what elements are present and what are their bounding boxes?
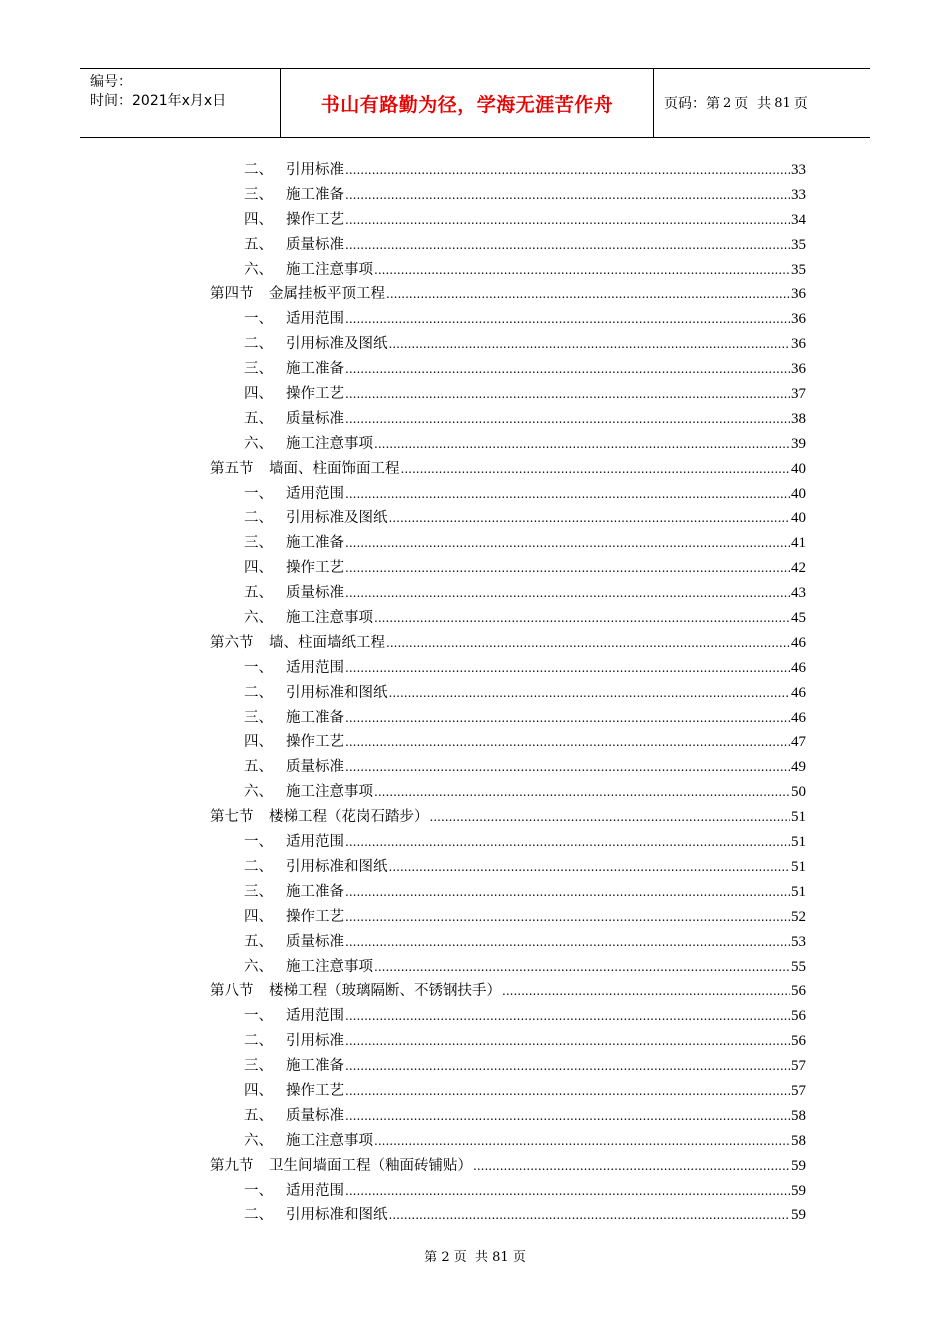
toc-entry-number: 三、 (244, 186, 273, 203)
toc-dot-leader (345, 934, 790, 950)
toc-entry-title: 操作工艺 (286, 211, 344, 228)
toc-dot-leader (374, 436, 790, 452)
toc-entry-page: 33 (791, 162, 806, 178)
page-mid: 页 共 (734, 96, 772, 112)
toc-entry-title: 墙、柱面墙纸工程 (269, 634, 385, 651)
toc-entry-number: 五、 (244, 585, 273, 602)
toc-entry-page: 34 (791, 211, 806, 228)
toc-section-entry[interactable] (210, 805, 806, 830)
toc-entry-title: 质量标准 (286, 1107, 344, 1124)
toc-section-entry[interactable] (210, 282, 806, 307)
toc-subsection-entry[interactable] (210, 955, 806, 980)
toc-entry-page: 51 (791, 834, 806, 851)
toc-entry-title: 质量标准 (286, 585, 344, 602)
toc-entry-number: 第五节 (210, 460, 254, 477)
toc-dot-leader (345, 486, 790, 502)
toc-dot-leader (502, 983, 790, 999)
toc-entry-title: 卫生间墙面工程（釉面砖铺贴） (269, 1157, 472, 1174)
toc-entry-title: 质量标准 (286, 933, 344, 950)
toc-subsection-entry[interactable] (210, 307, 806, 332)
page-number: 2 (723, 95, 732, 111)
toc-dot-leader (345, 212, 790, 228)
toc-entry-page: 40 (791, 460, 806, 477)
page-prefix: 页码：第 (664, 96, 720, 112)
toc-entry-title: 施工准备 (286, 535, 344, 552)
toc-entry-number: 五、 (244, 236, 273, 253)
toc-entry-number: 六、 (244, 261, 273, 278)
toc-entry-page: 50 (791, 784, 806, 801)
toc-entry-number: 二、 (244, 684, 273, 701)
toc-subsection-entry[interactable] (210, 730, 806, 755)
toc-dot-leader (345, 585, 790, 601)
toc-subsection-entry[interactable] (210, 382, 806, 407)
toc-entry-number: 二、 (244, 1033, 273, 1050)
table-of-contents (210, 158, 806, 1228)
toc-entry-title: 施工准备 (286, 1058, 344, 1075)
toc-entry-title: 引用标准 (286, 1033, 344, 1050)
toc-entry-page: 51 (791, 858, 806, 875)
toc-dot-leader (345, 884, 790, 900)
toc-dot-leader (345, 734, 790, 750)
toc-dot-leader (345, 411, 790, 427)
toc-entry-title: 施工准备 (286, 186, 344, 203)
toc-entry-title: 引用标准和图纸 (286, 858, 388, 875)
toc-entry-page: 59 (791, 1182, 806, 1199)
toc-dot-leader (389, 510, 791, 526)
toc-subsection-entry[interactable] (210, 755, 806, 780)
toc-dot-leader (386, 286, 790, 302)
toc-entry-page: 39 (791, 435, 806, 452)
toc-subsection-entry[interactable] (210, 930, 806, 955)
toc-entry-page: 56 (791, 1008, 806, 1025)
toc-entry-number: 第八节 (210, 983, 254, 1000)
toc-entry-title: 施工注意事项 (286, 610, 373, 627)
toc-entry-number: 六、 (244, 1132, 273, 1149)
toc-entry-title: 引用标准 (286, 162, 344, 178)
toc-entry-title: 操作工艺 (286, 908, 344, 925)
toc-dot-leader (389, 1207, 791, 1223)
toc-entry-number: 六、 (244, 610, 273, 627)
toc-entry-title: 引用标准及图纸 (286, 510, 388, 527)
footer-mid: 页 共 (453, 1250, 488, 1265)
toc-entry-number: 三、 (244, 1058, 273, 1075)
toc-entry-title: 施工注意事项 (286, 784, 373, 801)
toc-subsection-entry[interactable] (210, 905, 806, 930)
toc-entry-number: 四、 (244, 1082, 273, 1099)
toc-subsection-entry[interactable] (210, 1079, 806, 1104)
toc-subsection-entry[interactable] (210, 1004, 806, 1029)
toc-dot-leader (386, 635, 790, 651)
toc-entry-title: 适用范围 (286, 311, 344, 328)
toc-dot-leader (389, 336, 791, 352)
toc-entry-title: 施工准备 (286, 361, 344, 378)
toc-entry-title: 操作工艺 (286, 560, 344, 577)
page-total: 81 (774, 95, 791, 111)
toc-entry-title: 引用标准和图纸 (286, 684, 388, 701)
toc-entry-title: 适用范围 (286, 485, 344, 502)
toc-entry-page: 41 (791, 535, 806, 552)
toc-dot-leader (345, 187, 790, 203)
toc-dot-leader (374, 784, 790, 800)
toc-entry-page: 40 (791, 485, 806, 502)
toc-entry-title: 适用范围 (286, 1008, 344, 1025)
toc-subsection-entry[interactable] (210, 531, 806, 556)
toc-subsection-entry[interactable] (210, 880, 806, 905)
toc-entry-number: 四、 (244, 386, 273, 403)
toc-entry-page: 47 (791, 734, 806, 751)
toc-subsection-entry[interactable] (210, 855, 806, 880)
toc-dot-leader (345, 759, 790, 775)
toc-entry-page: 59 (791, 1207, 806, 1224)
footer-page-number: 2 (441, 1250, 450, 1265)
toc-entry-number: 二、 (244, 162, 273, 178)
toc-entry-page: 36 (791, 336, 806, 353)
toc-entry-page: 35 (791, 261, 806, 278)
toc-entry-page: 56 (791, 1033, 806, 1050)
toc-entry-number: 三、 (244, 709, 273, 726)
page-footer (0, 1246, 950, 1265)
toc-dot-leader (345, 560, 790, 576)
toc-entry-page: 46 (791, 709, 806, 726)
toc-entry-number: 二、 (244, 336, 273, 353)
toc-subsection-entry[interactable] (210, 1054, 806, 1079)
toc-entry-page: 49 (791, 759, 806, 776)
toc-entry-title: 适用范围 (286, 659, 344, 676)
footer-page-total: 81 (492, 1250, 509, 1265)
toc-dot-leader (345, 386, 790, 402)
toc-entry-page: 40 (791, 510, 806, 527)
toc-dot-leader (345, 162, 790, 178)
toc-section-entry[interactable] (210, 979, 806, 1004)
toc-entry-page: 42 (791, 560, 806, 577)
time-label: 时间：2021年x月x日 (90, 93, 227, 109)
toc-entry-title: 施工准备 (286, 883, 344, 900)
toc-entry-number: 二、 (244, 510, 273, 527)
toc-dot-leader (345, 237, 790, 253)
toc-entry-page: 59 (791, 1157, 806, 1174)
toc-subsection-entry[interactable] (210, 780, 806, 805)
toc-entry-title: 适用范围 (286, 1182, 344, 1199)
toc-entry-title: 施工注意事项 (286, 435, 373, 452)
toc-entry-title: 操作工艺 (286, 1082, 344, 1099)
toc-entry-number: 第九节 (210, 1157, 254, 1174)
toc-entry-page: 37 (791, 386, 806, 403)
toc-entry-page: 55 (791, 958, 806, 975)
toc-dot-leader (389, 685, 791, 701)
toc-entry-number: 二、 (244, 1207, 273, 1224)
toc-subsection-entry[interactable] (210, 1129, 806, 1154)
toc-entry-page: 36 (791, 361, 806, 378)
toc-entry-title: 墙面、柱面饰面工程 (269, 460, 400, 477)
toc-subsection-entry[interactable] (210, 706, 806, 731)
toc-subsection-entry[interactable] (210, 830, 806, 855)
toc-dot-leader (430, 809, 791, 825)
toc-entry-number: 六、 (244, 784, 273, 801)
toc-subsection-entry[interactable] (210, 158, 806, 183)
toc-entry-page: 58 (791, 1132, 806, 1149)
toc-entry-title: 楼梯工程（花岗石踏步） (269, 809, 429, 826)
toc-dot-leader (345, 1033, 790, 1049)
toc-dot-leader (389, 859, 791, 875)
toc-entry-page: 38 (791, 410, 806, 427)
toc-entry-number: 六、 (244, 958, 273, 975)
header-motto: 书山有路勤为径，学海无涯苦作舟 (281, 69, 654, 137)
toc-entry-number: 四、 (244, 211, 273, 228)
toc-entry-number: 二、 (244, 858, 273, 875)
toc-entry-number: 五、 (244, 933, 273, 950)
toc-entry-number: 一、 (244, 1182, 273, 1199)
toc-entry-number: 第四节 (210, 286, 254, 303)
toc-subsection-entry[interactable] (210, 581, 806, 606)
toc-entry-title: 操作工艺 (286, 734, 344, 751)
toc-entry-title: 楼梯工程（玻璃隔断、不锈钢扶手） (269, 983, 501, 1000)
toc-subsection-entry[interactable] (210, 407, 806, 432)
toc-entry-number: 三、 (244, 883, 273, 900)
toc-entry-number: 三、 (244, 361, 273, 378)
toc-dot-leader (345, 1083, 790, 1099)
toc-subsection-entry[interactable] (210, 332, 806, 357)
toc-subsection-entry[interactable] (210, 183, 806, 208)
toc-entry-page: 57 (791, 1082, 806, 1099)
toc-dot-leader (345, 1183, 790, 1199)
toc-entry-title: 引用标准和图纸 (286, 1207, 388, 1224)
toc-entry-number: 六、 (244, 435, 273, 452)
toc-section-entry[interactable] (210, 1154, 806, 1179)
toc-entry-number: 四、 (244, 908, 273, 925)
toc-subsection-entry[interactable] (210, 1179, 806, 1204)
toc-entry-page: 33 (791, 186, 806, 203)
toc-entry-number: 五、 (244, 759, 273, 776)
toc-entry-page: 46 (791, 684, 806, 701)
toc-subsection-entry[interactable] (210, 432, 806, 457)
toc-entry-number: 四、 (244, 734, 273, 751)
toc-subsection-entry[interactable] (210, 1203, 806, 1228)
page-suffix: 页 (793, 96, 808, 112)
toc-entry-page: 51 (791, 809, 806, 826)
toc-entry-page: 35 (791, 236, 806, 253)
toc-dot-leader (473, 1158, 790, 1174)
toc-entry-page: 46 (791, 634, 806, 651)
toc-entry-title: 施工注意事项 (286, 1132, 373, 1149)
toc-entry-title: 操作工艺 (286, 386, 344, 403)
serial-label: 编号： (90, 74, 132, 90)
toc-entry-number: 三、 (244, 535, 273, 552)
toc-dot-leader (374, 1133, 790, 1149)
toc-entry-page: 58 (791, 1107, 806, 1124)
toc-entry-number: 第七节 (210, 809, 254, 826)
toc-entry-page: 57 (791, 1058, 806, 1075)
toc-entry-number: 五、 (244, 410, 273, 427)
toc-subsection-entry[interactable] (210, 233, 806, 258)
toc-entry-title: 金属挂板平顶工程 (269, 286, 385, 303)
toc-entry-page: 36 (791, 286, 806, 303)
toc-subsection-entry[interactable] (210, 208, 806, 233)
footer-prefix: 第 (424, 1250, 438, 1265)
toc-dot-leader (374, 610, 790, 626)
toc-subsection-entry[interactable] (210, 1104, 806, 1129)
toc-dot-leader (374, 959, 790, 975)
toc-subsection-entry[interactable] (210, 1029, 806, 1054)
toc-section-entry[interactable] (210, 457, 806, 482)
toc-dot-leader (345, 660, 790, 676)
header-page-info (654, 69, 870, 137)
toc-subsection-entry[interactable] (210, 506, 806, 531)
header-info (80, 69, 281, 137)
toc-dot-leader (401, 461, 791, 477)
toc-dot-leader (374, 262, 790, 278)
toc-subsection-entry[interactable] (210, 606, 806, 631)
toc-dot-leader (345, 834, 790, 850)
toc-subsection-entry[interactable] (210, 258, 806, 283)
toc-entry-page: 46 (791, 659, 806, 676)
toc-entry-page: 53 (791, 933, 806, 950)
toc-entry-page: 45 (791, 610, 806, 627)
toc-section-entry[interactable] (210, 631, 806, 656)
toc-entry-title: 适用范围 (286, 834, 344, 851)
toc-entry-title: 施工准备 (286, 709, 344, 726)
toc-entry-title: 施工注意事项 (286, 958, 373, 975)
toc-subsection-entry[interactable] (210, 482, 806, 507)
toc-entry-number: 一、 (244, 1008, 273, 1025)
toc-entry-page: 56 (791, 983, 806, 1000)
toc-subsection-entry[interactable] (210, 656, 806, 681)
toc-dot-leader (345, 1058, 790, 1074)
toc-entry-page: 52 (791, 908, 806, 925)
footer-suffix: 页 (512, 1250, 526, 1265)
toc-entry-page: 51 (791, 883, 806, 900)
toc-entry-title: 质量标准 (286, 410, 344, 427)
toc-entry-page: 36 (791, 311, 806, 328)
toc-dot-leader (345, 361, 790, 377)
toc-dot-leader (345, 909, 790, 925)
toc-dot-leader (345, 311, 790, 327)
page-header (80, 68, 870, 138)
toc-dot-leader (345, 710, 790, 726)
toc-dot-leader (345, 535, 790, 551)
toc-entry-title: 施工注意事项 (286, 261, 373, 278)
toc-entry-number: 一、 (244, 311, 273, 328)
toc-subsection-entry[interactable] (210, 556, 806, 581)
toc-entry-number: 一、 (244, 834, 273, 851)
toc-entry-number: 五、 (244, 1107, 273, 1124)
toc-dot-leader (345, 1108, 790, 1124)
toc-entry-number: 第六节 (210, 634, 254, 651)
toc-entry-title: 引用标准及图纸 (286, 336, 388, 353)
toc-subsection-entry[interactable] (210, 357, 806, 382)
toc-entry-title: 质量标准 (286, 236, 344, 253)
toc-dot-leader (345, 1008, 790, 1024)
toc-subsection-entry[interactable] (210, 681, 806, 706)
toc-entry-number: 四、 (244, 560, 273, 577)
toc-entry-number: 一、 (244, 659, 273, 676)
toc-entry-number: 一、 (244, 485, 273, 502)
toc-entry-page: 43 (791, 585, 806, 602)
toc-entry-title: 质量标准 (286, 759, 344, 776)
